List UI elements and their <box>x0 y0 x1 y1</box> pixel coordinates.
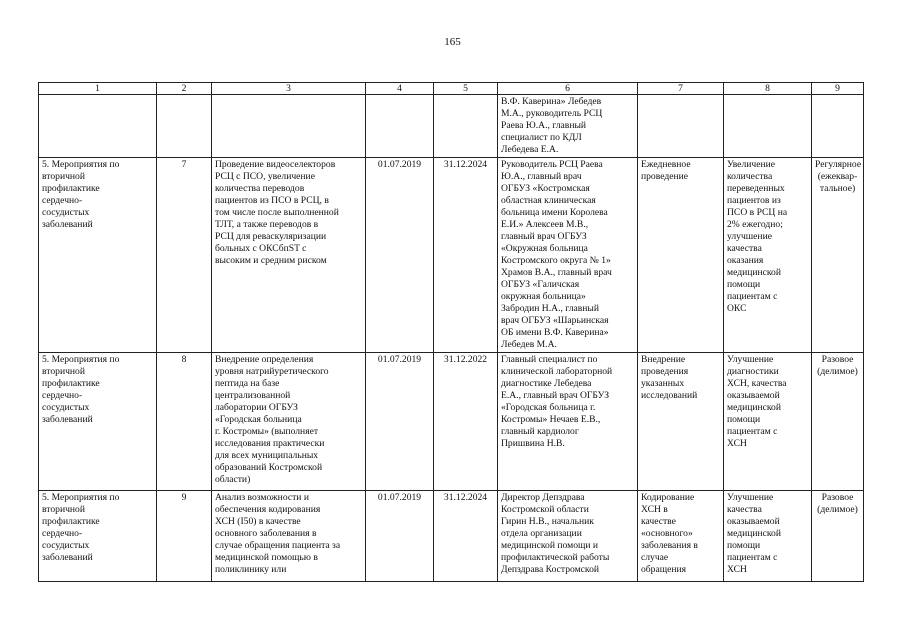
responsible-cell: В.Ф. Каверина» Лебедев М.А., руководитель РСЦ Раева Ю.А., главный специалист по КДЛ Лебедева Е.А. <box>498 95 638 158</box>
activity-cell: Проведение видеоселекторов РСЦ с ПСО, увеличение количества переводов пациентов из ПСО в РСЦ, в том числе после выполненной ТЛТ, а также переводов в РСЦ для реваскуляризации больных с ОКСбпST с высоким и средним риском <box>212 158 366 353</box>
periodicity-cell <box>812 95 864 158</box>
column-number: 4 <box>366 83 434 95</box>
section-cell: 5. Мероприятия по вторичной профилактике сердечно- сосудистых заболеваний <box>39 491 157 582</box>
start-date-cell: 01.07.2019 <box>366 158 434 353</box>
periodicity-cell: Разовое (делимое) <box>812 491 864 582</box>
item-number-cell: 8 <box>157 353 212 491</box>
activity-cell <box>212 95 366 158</box>
measures-table <box>38 82 864 582</box>
section-cell: 5. Мероприятия по вторичной профилактике сердечно- сосудистых заболеваний <box>39 158 157 353</box>
column-number: 1 <box>39 83 157 95</box>
responsible-cell: Руководитель РСЦ Раева Ю.А., главный врач ОГБУЗ «Костромская областная клиническая больница имени Королева Е.И.» Алексеев М.В., главный врач ОГБУЗ «Окружная больница Костромского округа № 1» Храмов В.А., главный врач ОГБУЗ «Галичская окружная больница» Забродин Н.А., главный врач ОГБУЗ «Шарьинская ОБ имени В.Ф. Каверина» Лебедев М.А. <box>498 158 638 353</box>
item-number-cell: 9 <box>157 491 212 582</box>
start-date-cell <box>366 95 434 158</box>
column-number: 6 <box>498 83 638 95</box>
column-number: 5 <box>434 83 498 95</box>
result-cell: Кодирование ХСН в качестве «основного» заболевания в случае обращения <box>638 491 724 582</box>
indicator-cell: Улучшение диагностики ХСН, качества оказываемой медицинской помощи пациентам с ХСН <box>724 353 812 491</box>
column-number: 3 <box>212 83 366 95</box>
table-row <box>39 158 864 353</box>
column-number: 9 <box>812 83 864 95</box>
item-number-cell <box>157 95 212 158</box>
result-cell: Внедрение проведения указанных исследований <box>638 353 724 491</box>
responsible-cell: Главный специалист по клинической лабораторной диагностике Лебедева Е.А., главный врач ОГБУЗ «Городская больница г. Костромы» Нечаев Е.В., главный кардиолог Пришвина Н.В. <box>498 353 638 491</box>
periodicity-cell: Регулярное (ежеквар- тальное) <box>812 158 864 353</box>
column-number-row <box>39 83 864 95</box>
table-row <box>39 95 864 158</box>
column-number: 2 <box>157 83 212 95</box>
end-date-cell: 31.12.2022 <box>434 353 498 491</box>
end-date-cell: 31.12.2024 <box>434 491 498 582</box>
indicator-cell: Улучшение качества оказываемой медицинской помощи пациентам с ХСН <box>724 491 812 582</box>
column-number: 7 <box>638 83 724 95</box>
section-cell <box>39 95 157 158</box>
activity-cell: Внедрение определения уровня натрийуретического пептида на базе централизованной лаборатории ОГБУЗ «Городская больница г. Костромы» (выполняет исследования практически для всех муниципальных образований Костромской области) <box>212 353 366 491</box>
result-cell: Ежедневное проведение <box>638 158 724 353</box>
start-date-cell: 01.07.2019 <box>366 353 434 491</box>
result-cell <box>638 95 724 158</box>
table-row <box>39 353 864 491</box>
end-date-cell: 31.12.2024 <box>434 158 498 353</box>
activity-cell: Анализ возможности и обеспечения кодирования ХСН (I50) в качестве основного заболевания в случае обращения пациента за медицинской помощью в поликлинику или <box>212 491 366 582</box>
periodicity-cell: Разовое (делимое) <box>812 353 864 491</box>
start-date-cell: 01.07.2019 <box>366 491 434 582</box>
page-number: 165 <box>444 36 461 48</box>
indicator-cell: Увеличение количества переведенных пациентов из ПСО в РСЦ на 2% ежегодно; улучшение качества оказания медицинской помощи пациентам с ОКС <box>724 158 812 353</box>
end-date-cell <box>434 95 498 158</box>
responsible-cell: Директор Депздрава Костромской области Гирин Н.В., начальник отдела организации медицинской помощи и профилактической работы Депздрава Костромской <box>498 491 638 582</box>
indicator-cell <box>724 95 812 158</box>
column-number: 8 <box>724 83 812 95</box>
item-number-cell: 7 <box>157 158 212 353</box>
table-row <box>39 491 864 582</box>
section-cell: 5. Мероприятия по вторичной профилактике сердечно- сосудистых заболеваний <box>39 353 157 491</box>
